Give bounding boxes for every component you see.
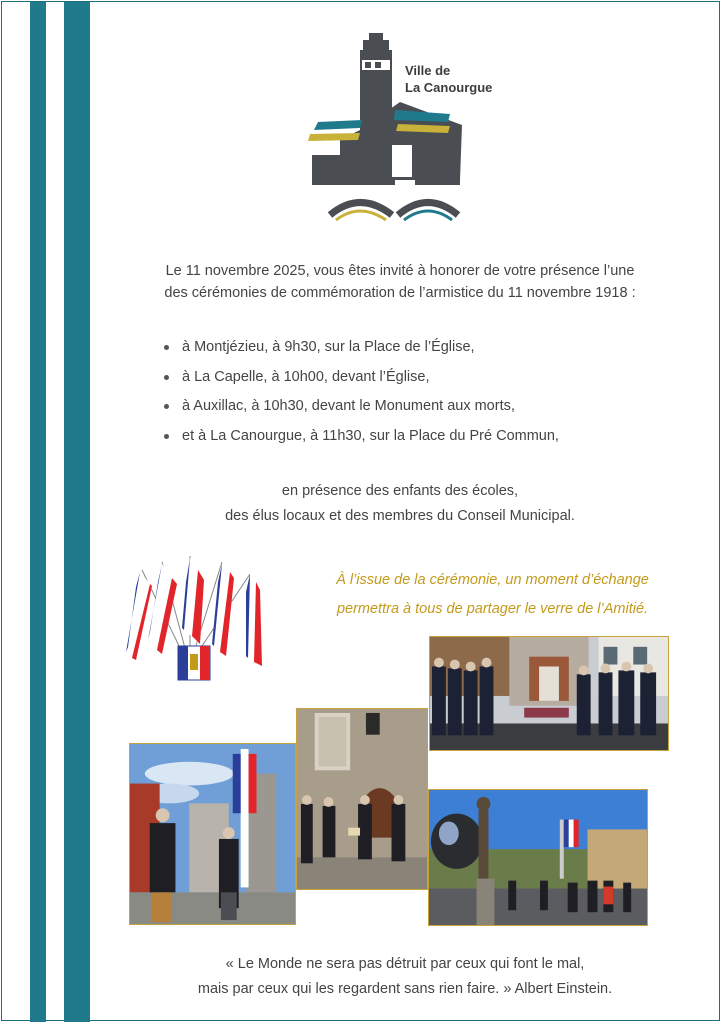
- ceremony-photo-firefighters: [429, 636, 669, 751]
- ceremony-photo-church: [296, 708, 428, 890]
- ceremony-photo-monument: [129, 743, 296, 925]
- logo-line-2: La Canourgue: [405, 80, 493, 95]
- french-flags-icon: [122, 552, 272, 684]
- ceremony-photo-statue: [428, 789, 648, 926]
- left-decorative-stripe-wide: [64, 2, 90, 1022]
- town-logo: [300, 30, 510, 235]
- ceremony-list: [160, 336, 559, 454]
- einstein-quote: [110, 952, 700, 1002]
- logo-wordmark: [405, 62, 492, 96]
- list-item: à La Capelle, à 10h00, devant l’Église,: [160, 366, 559, 396]
- intro-paragraph: [110, 260, 690, 304]
- list-item: et à La Canourgue, à 11h30, sur la Place du Pré Commun,: [160, 425, 559, 455]
- intro-line-2: des cérémonies de commémoration de l’armistice du 11 novembre 1918 :: [164, 285, 636, 301]
- presence-line-2: des élus locaux et des membres du Conseil Municipal.: [225, 508, 575, 524]
- quote-line-1: « Le Monde ne sera pas détruit par ceux qui font le mal,: [225, 956, 585, 972]
- reception-invitation: [290, 566, 695, 624]
- list-item: à Montjézieu, à 9h30, sur la Place de l’Église,: [160, 336, 559, 366]
- left-decorative-stripe: [30, 2, 46, 1022]
- invitation-line-1: À l’issue de la cérémonie, un moment d’échange: [336, 572, 649, 588]
- list-item: à Auxillac, à 10h30, devant le Monument aux morts,: [160, 395, 559, 425]
- quote-line-2: mais par ceux qui les regardent sans rien faire. » Albert Einstein.: [197, 981, 613, 997]
- presence-line-1: en présence des enfants des écoles,: [281, 483, 519, 499]
- logo-line-1: Ville de: [405, 63, 451, 78]
- intro-line-1: Le 11 novembre 2025, vous êtes invité à honorer de votre présence l’une: [165, 263, 635, 279]
- invitation-line-2: permettra à tous de partager le verre de l’Amitié.: [336, 601, 649, 617]
- presence-paragraph: [110, 479, 690, 529]
